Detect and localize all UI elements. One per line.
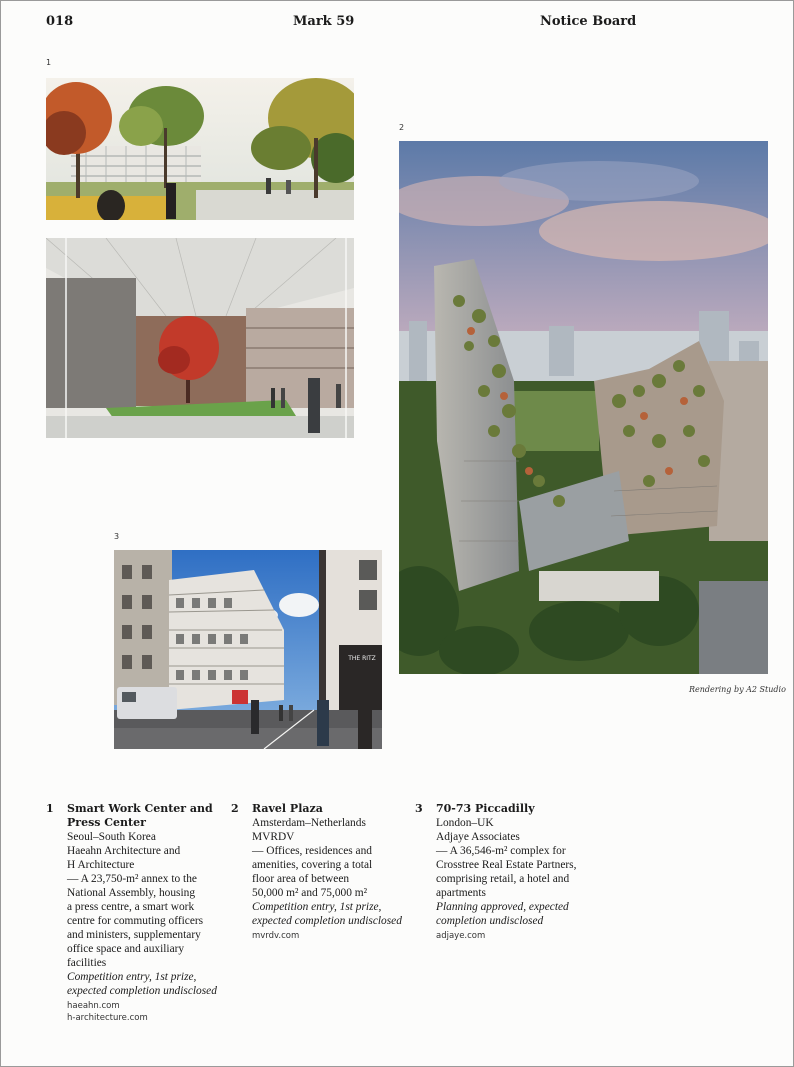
project-3-block — [415, 802, 605, 942]
figure-2-credit: Rendering by A2 Studio — [689, 685, 786, 694]
project-3-location: London–UK — [436, 817, 494, 829]
project-1-architect-line-1: Haeahn Architecture and — [67, 845, 181, 857]
project-2-status-line: Competition entry, 1st prize, — [252, 901, 382, 913]
project-1-title-line-2: Press Center — [67, 816, 146, 829]
project-1-url-haeahn[interactable]: haeahn.com — [67, 1001, 120, 1011]
figure-2-ravel-plaza-rendering — [399, 141, 768, 674]
project-2-url[interactable]: mvrdv.com — [252, 931, 300, 941]
ritz-sign: THE RITZ — [348, 655, 376, 662]
project-1-description-line: a press centre, a smart work — [67, 901, 195, 913]
project-1-description-line: — A 23,750-m² annex to the — [67, 873, 197, 885]
project-3-number: 3 — [415, 802, 423, 815]
project-2-description-line: 50,000 m² and 75,000 m² — [252, 887, 368, 899]
project-2-architect: MVRDV — [252, 831, 295, 843]
figure-1-label: 1 — [46, 58, 52, 67]
project-1-block — [46, 802, 226, 1032]
project-2-location: Amsterdam–Netherlands — [252, 817, 366, 829]
page-number: 018 — [46, 14, 74, 29]
project-3-url[interactable]: adjaye.com — [436, 931, 486, 941]
project-3-architect: Adjaye Associates — [436, 831, 520, 843]
figure-1-park-rendering — [46, 78, 354, 220]
project-3-description-line: comprising retail, a hotel and — [436, 873, 570, 885]
figure-2-label: 2 — [399, 123, 405, 132]
project-1-location: Seoul–South Korea — [67, 831, 156, 843]
project-1-description-line: facilities — [67, 957, 107, 969]
figure-1-courtyard-rendering — [46, 238, 354, 438]
figure-3-label: 3 — [114, 532, 120, 541]
project-3-title: 70-73 Piccadilly — [436, 802, 535, 815]
project-3-description-line: — A 36,546-m² complex for — [436, 845, 566, 857]
project-2-description-line: — Offices, residences and — [252, 845, 372, 857]
project-2-description-line: floor area of between — [252, 873, 350, 885]
project-2-status-line: expected completion undisclosed — [252, 915, 402, 927]
project-1-status-line: expected completion undisclosed — [67, 985, 217, 997]
project-1-url-h-architecture[interactable]: h-architecture.com — [67, 1013, 148, 1023]
project-2-block — [231, 802, 411, 942]
project-3-description-line: Crosstree Real Estate Partners, — [436, 859, 577, 871]
project-1-status-line: Competition entry, 1st prize, — [67, 971, 197, 983]
project-3-status-line: completion undisclosed — [436, 915, 544, 927]
project-2-description-line: amenities, covering a total — [252, 859, 373, 871]
figure-3-piccadilly-photo — [114, 550, 382, 749]
project-1-description-line: office space and auxiliary — [67, 943, 185, 955]
project-3-status-line: Planning approved, expected — [436, 901, 569, 913]
project-1-title-line-1: Smart Work Center and — [67, 802, 213, 815]
project-1-description-line: and ministers, supplementary — [67, 929, 201, 941]
project-1-number: 1 — [46, 802, 54, 815]
project-2-number: 2 — [231, 802, 239, 815]
project-2-title: Ravel Plaza — [252, 802, 323, 815]
project-3-description-line: apartments — [436, 887, 486, 899]
project-1-description-line: National Assembly, housing — [67, 887, 196, 899]
project-1-description-line: centre for commuting officers — [67, 915, 204, 927]
issue-title: Mark 59 — [293, 14, 355, 29]
project-1-architect-line-2: H Architecture — [67, 859, 135, 871]
section-title: Notice Board — [540, 14, 637, 29]
